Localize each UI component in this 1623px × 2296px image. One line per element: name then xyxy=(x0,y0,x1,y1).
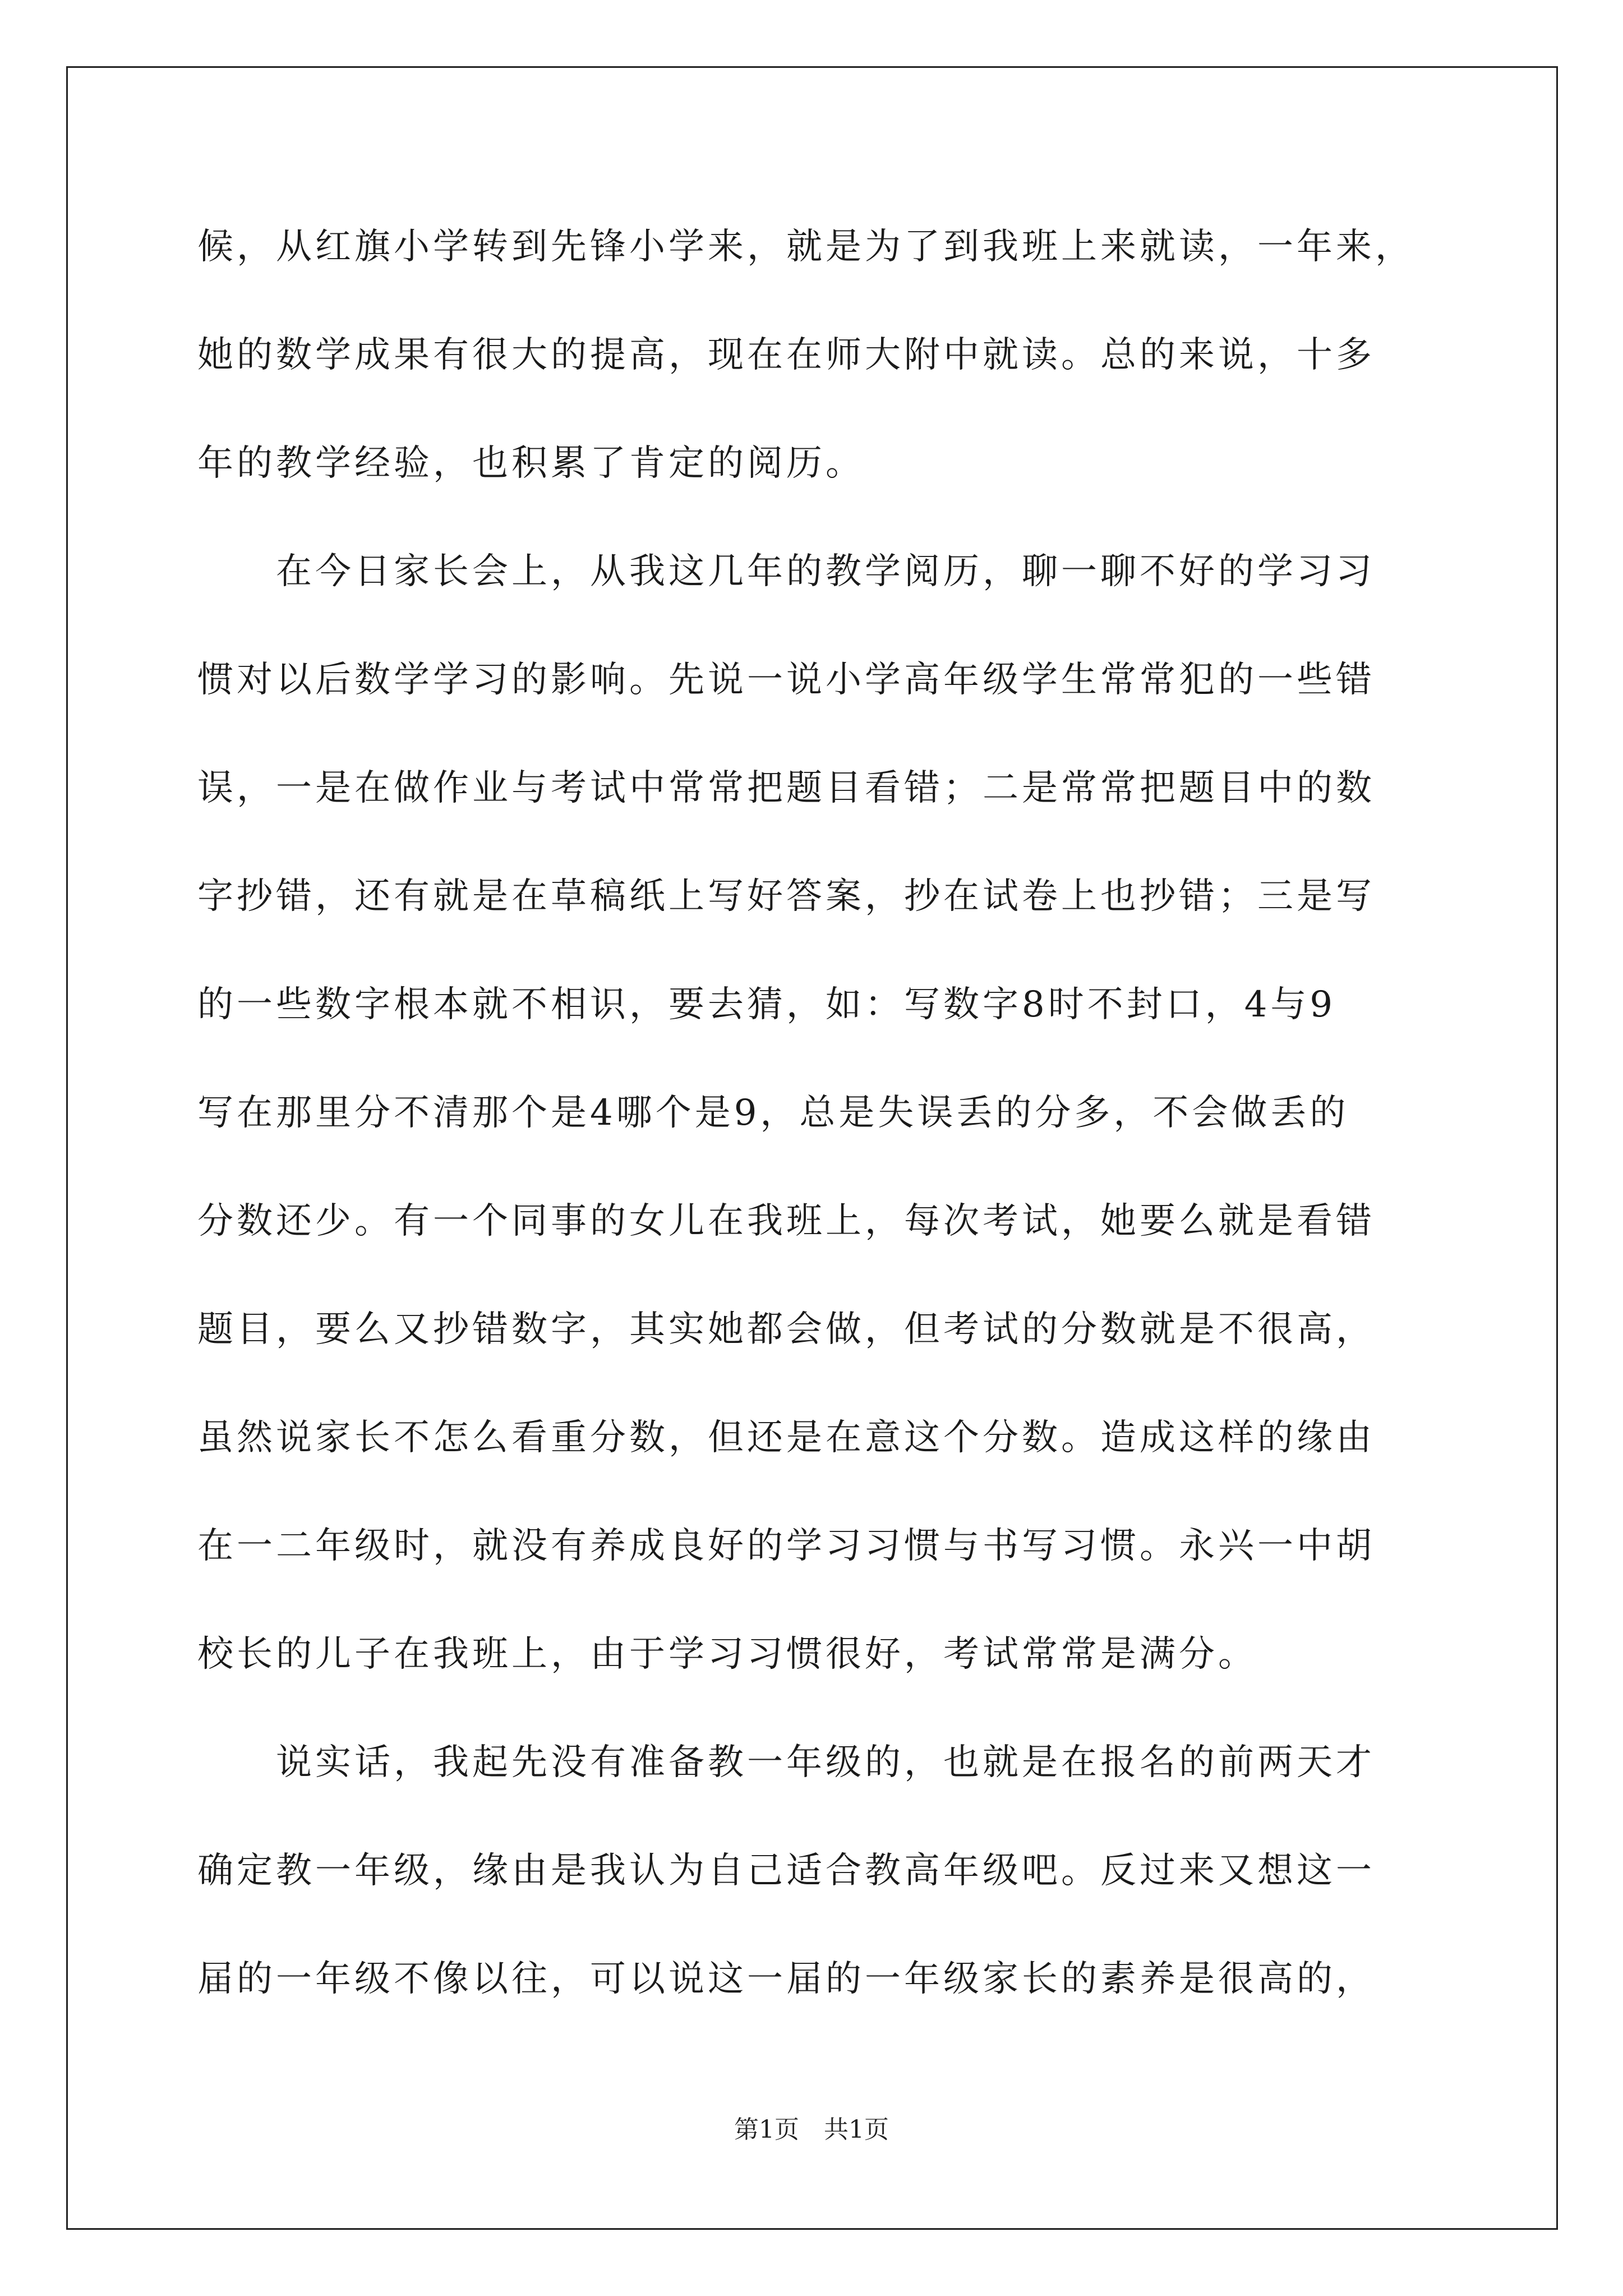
text-line: 她的数学成果有很大的提高，现在在师大附中就读。总的来说，十多 xyxy=(197,334,1375,376)
text-line: 在一二年级时，就没有养成良好的学习习惯与书写习惯。永兴一中胡 xyxy=(197,1525,1375,1567)
text-line: 字抄错，还有就是在草稿纸上写好答案，抄在试卷上也抄错；三是写 xyxy=(197,876,1375,917)
text-line: 届的一年级不像以往，可以说这一届的一年级家长的素养是很高的， xyxy=(197,1958,1375,2000)
page-number-footer: 第1页 共1页 xyxy=(734,2115,889,2144)
text-line: 分数还少。有一个同事的女儿在我班上，每次考试，她要么就是看错 xyxy=(197,1200,1375,1242)
text-line: 候，从红旗小学转到先锋小学来，就是为了到我班上来就读，一年来， xyxy=(197,226,1414,268)
text-line: 年的教学经验，也积累了肯定的阅历。 xyxy=(197,443,865,484)
text-line: 误，一是在做作业与考试中常常把题目看错；二是常常把题目中的数 xyxy=(197,767,1375,809)
text-line: 的一些数字根本就不相识，要去猜，如：写数字8时不封口，4与9 xyxy=(197,984,1336,1025)
text-line: 惯对以后数学学习的影响。先说一说小学高年级学生常常犯的一些错 xyxy=(197,659,1375,701)
text-line: 在今日家长会上，从我这几年的教学阅历，聊一聊不好的学习习 xyxy=(197,551,1375,592)
text-line: 题目，要么又抄错数字，其实她都会做，但考试的分数就是不很高， xyxy=(197,1309,1375,1350)
document-body xyxy=(197,219,1431,2059)
text-line: 确定教一年级，缘由是我认为自己适合教高年级吧。反过来又想这一 xyxy=(197,1850,1375,1892)
text-line: 写在那里分不清那个是4哪个是9，总是失误丢的分多，不会做丢的 xyxy=(197,1092,1349,1134)
text-line: 说实话，我起先没有准备教一年级的，也就是在报名的前两天才 xyxy=(197,1742,1375,1783)
text-line: 校长的儿子在我班上，由于学习习惯很好，考试常常是满分。 xyxy=(197,1634,1257,1675)
text-line: 虽然说家长不怎么看重分数，但还是在意这个分数。造成这样的缘由 xyxy=(197,1417,1375,1458)
